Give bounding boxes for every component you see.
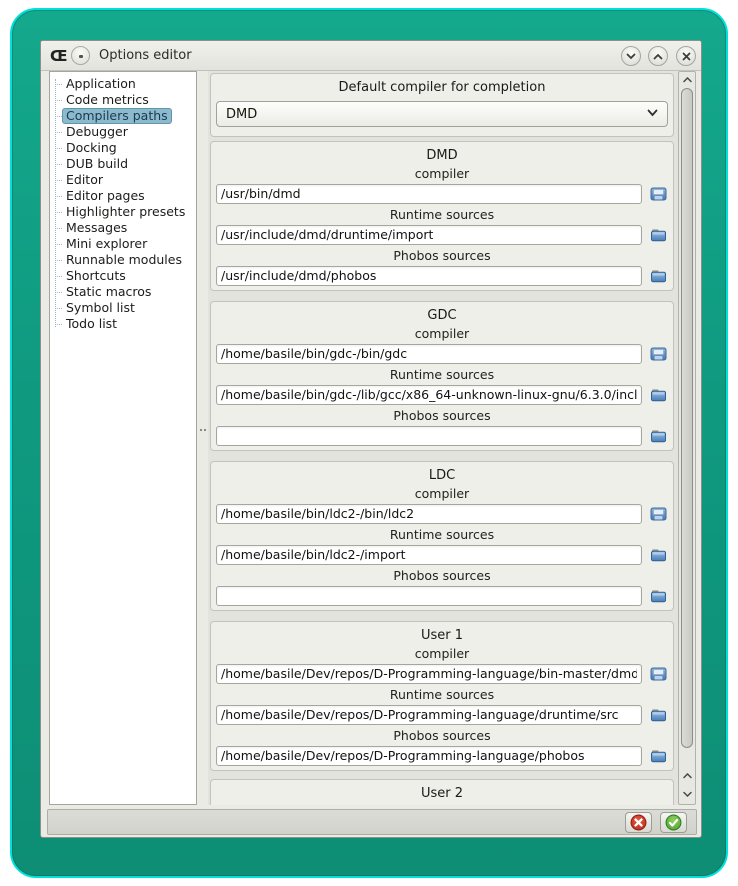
tree-guide xyxy=(55,292,62,293)
default-compiler-select[interactable] xyxy=(216,101,668,127)
folder-icon xyxy=(650,387,667,403)
tree-guide xyxy=(55,228,62,229)
folder-icon xyxy=(650,748,667,764)
vertical-scrollbar[interactable] xyxy=(678,71,696,805)
cancel-button[interactable] xyxy=(625,812,652,833)
dmd-runtime-sources-input[interactable] xyxy=(216,225,642,245)
ldc-runtime-sources-input[interactable] xyxy=(216,545,642,565)
scroll-down-button[interactable] xyxy=(679,787,695,801)
group-title: DMD xyxy=(426,148,458,163)
group-title: GDC xyxy=(427,308,457,323)
open-folder-button[interactable] xyxy=(649,747,668,765)
file-icon xyxy=(650,666,667,682)
folder-icon xyxy=(650,268,667,284)
tree-guide xyxy=(55,100,62,101)
field-label: compiler xyxy=(414,166,470,181)
field-label: compiler xyxy=(414,486,470,501)
category-tree xyxy=(50,72,196,332)
sidebar-item-dub-build[interactable]: DUB build xyxy=(50,156,196,172)
sidebar-item-editor[interactable]: Editor xyxy=(50,172,196,188)
path-row xyxy=(216,183,668,204)
field-label: compiler xyxy=(414,326,470,341)
scrollbar-thumb[interactable] xyxy=(681,88,693,748)
open-folder-button[interactable] xyxy=(649,386,668,404)
open-file-button[interactable] xyxy=(649,185,668,203)
close-button[interactable] xyxy=(676,46,696,66)
tree-guide xyxy=(55,324,62,325)
tree-guide xyxy=(55,196,62,197)
compiler-group-gdc xyxy=(210,301,674,451)
path-row xyxy=(216,663,668,684)
tree-guide xyxy=(55,276,62,277)
path-row xyxy=(216,544,668,565)
user1-runtime-sources-input[interactable] xyxy=(216,705,642,725)
compiler-group-user1 xyxy=(210,621,674,771)
window-frame xyxy=(10,8,728,878)
compiler-group-dmd xyxy=(210,141,674,291)
path-row xyxy=(216,585,668,606)
tree-guide xyxy=(55,84,62,85)
open-folder-button[interactable] xyxy=(649,587,668,605)
app-logo-icon: Œ xyxy=(50,47,68,65)
open-folder-button[interactable] xyxy=(649,706,668,724)
tree-guide xyxy=(55,308,62,309)
sidebar-item-application[interactable]: Application xyxy=(50,76,196,92)
accept-icon xyxy=(665,814,682,831)
path-row xyxy=(216,704,668,725)
sidebar-item-static-macros[interactable]: Static macros xyxy=(50,284,196,300)
group-title: User 2 xyxy=(420,786,464,801)
folder-icon xyxy=(650,547,667,563)
chevron-down-icon xyxy=(647,109,658,117)
dialog-button-bar xyxy=(47,809,697,835)
ldc-phobos-sources-input[interactable] xyxy=(216,586,642,606)
titlebar[interactable] xyxy=(41,41,701,71)
sidebar-item-compilers-paths[interactable]: Compilers paths xyxy=(50,108,196,124)
sidebar-item-docking[interactable]: Docking xyxy=(50,140,196,156)
folder-icon xyxy=(650,588,667,604)
field-label: Phobos sources xyxy=(393,408,491,423)
folder-icon xyxy=(650,707,667,723)
sidebar-item-todo-list[interactable]: Todo list xyxy=(50,316,196,332)
field-label: Runtime sources xyxy=(389,527,495,542)
compiler-group-user2 xyxy=(210,779,674,805)
chevron-up-icon xyxy=(683,77,692,83)
file-icon xyxy=(650,186,667,202)
sidebar-item-runnable-modules[interactable]: Runnable modules xyxy=(50,252,196,268)
path-row xyxy=(216,265,668,286)
sidebar-item-highlighter-presets[interactable]: Highlighter presets xyxy=(50,204,196,220)
minimize-button[interactable] xyxy=(621,46,641,66)
sidebar-item-debugger[interactable]: Debugger xyxy=(50,124,196,140)
user1-phobos-sources-input[interactable] xyxy=(216,746,642,766)
window-menu-button[interactable] xyxy=(71,46,90,65)
dmd-phobos-sources-input[interactable] xyxy=(216,266,642,286)
path-row xyxy=(216,343,668,364)
folder-icon xyxy=(650,227,667,243)
group-title: User 1 xyxy=(420,628,464,643)
tree-guide xyxy=(55,148,62,149)
open-folder-button[interactable] xyxy=(649,226,668,244)
path-row xyxy=(216,224,668,245)
path-row xyxy=(216,745,668,766)
tree-guide xyxy=(55,132,62,133)
field-label: Phobos sources xyxy=(393,728,491,743)
folder-icon xyxy=(650,428,667,444)
tree-guide xyxy=(55,180,62,181)
chevron-up-icon xyxy=(683,773,692,779)
categories-sidebar xyxy=(49,71,197,805)
field-label: Phobos sources xyxy=(393,568,491,583)
sidebar-item-shortcuts[interactable]: Shortcuts xyxy=(50,268,196,284)
gdc-compiler-path-input[interactable] xyxy=(216,344,642,364)
accept-button[interactable] xyxy=(660,812,687,833)
open-folder-button[interactable] xyxy=(649,546,668,564)
close-icon xyxy=(682,52,691,61)
chevron-up-icon xyxy=(653,53,663,60)
tree-guide xyxy=(55,116,62,117)
path-row xyxy=(216,425,668,446)
open-file-button[interactable] xyxy=(649,505,668,523)
open-file-button[interactable] xyxy=(649,345,668,363)
tree-guide xyxy=(55,260,62,261)
scroll-up-button[interactable] xyxy=(679,769,695,783)
open-folder-button[interactable] xyxy=(649,427,668,445)
window-title: Options editor xyxy=(99,48,192,63)
group-title: LDC xyxy=(428,468,456,483)
file-icon xyxy=(650,346,667,362)
maximize-button[interactable] xyxy=(648,46,668,66)
compiler-group-ldc xyxy=(210,461,674,611)
chevron-down-icon xyxy=(683,791,692,797)
sidebar-item-symbol-list[interactable]: Symbol list xyxy=(50,300,196,316)
selected-compiler: DMD xyxy=(226,106,258,122)
sidebar-item-messages[interactable]: Messages xyxy=(50,220,196,236)
tree-guide xyxy=(55,212,62,213)
compilers-paths-panel xyxy=(208,71,678,805)
gdc-phobos-sources-input[interactable] xyxy=(216,426,642,446)
dmd-compiler-path-input[interactable] xyxy=(216,184,642,204)
chevron-down-icon xyxy=(626,53,636,60)
tree-guide xyxy=(55,164,62,165)
user1-compiler-path-input[interactable] xyxy=(216,664,642,684)
field-label: Phobos sources xyxy=(393,248,491,263)
field-label: Runtime sources xyxy=(389,207,495,222)
sidebar-item-editor-pages[interactable]: Editor pages xyxy=(50,188,196,204)
sidebar-item-mini-explorer[interactable]: Mini explorer xyxy=(50,236,196,252)
gdc-runtime-sources-input[interactable] xyxy=(216,385,642,405)
field-label: Runtime sources xyxy=(389,367,495,382)
open-folder-button[interactable] xyxy=(649,267,668,285)
open-file-button[interactable] xyxy=(649,665,668,683)
sidebar-splitter[interactable] xyxy=(197,71,208,805)
scroll-up-button[interactable] xyxy=(679,73,695,87)
cancel-icon xyxy=(630,814,647,831)
path-row xyxy=(216,503,668,524)
path-row xyxy=(216,384,668,405)
default-compiler-group xyxy=(210,73,674,137)
group-title: Default compiler for completion xyxy=(338,80,546,95)
ldc-compiler-path-input[interactable] xyxy=(216,504,642,524)
sidebar-item-code-metrics[interactable]: Code metrics xyxy=(50,92,196,108)
field-label: compiler xyxy=(414,646,470,661)
tree-guide xyxy=(55,244,62,245)
field-label: Runtime sources xyxy=(389,687,495,702)
options-editor-dialog xyxy=(40,40,702,838)
file-icon xyxy=(650,506,667,522)
